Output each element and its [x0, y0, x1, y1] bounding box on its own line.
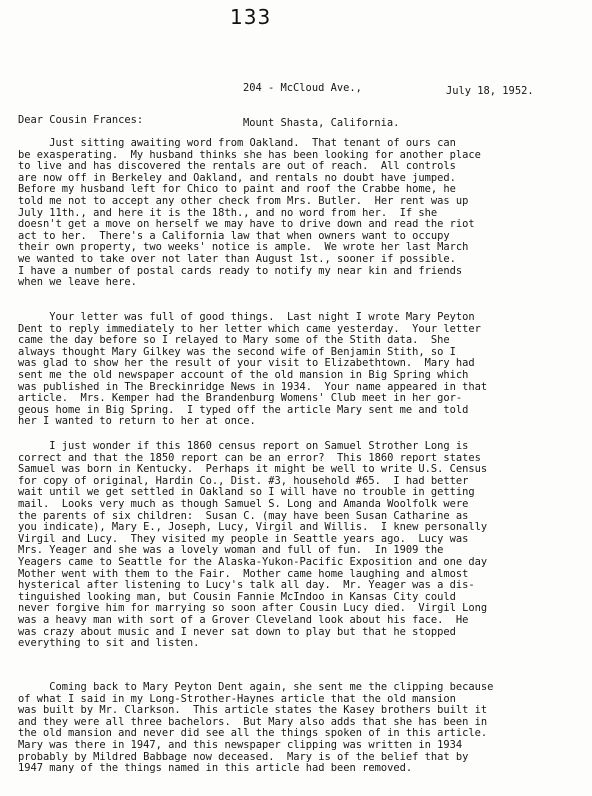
text-line: geous home in Big Spring. I typed off the article Mary sent me and told: [18, 403, 469, 416]
text-line: Samuel was born in Kentucky. Perhaps it might be well to write U.S. Census: [18, 463, 488, 476]
text-line: we wanted to take over not later than August 1st., sooner if possible.: [18, 252, 456, 265]
text-line: when we leave here.: [18, 276, 137, 289]
text-line: 1947 many of the things named in this article had been removed.: [18, 762, 413, 775]
text-line: Mrs. Yeager and she was a lovely woman and full of fun. In 1909 the: [18, 544, 444, 557]
text-line: the parents of six children: Susan C. (may have been Susan Catharine as: [18, 509, 469, 522]
text-line: of what I said in my Long-Strother-Haynes article that the old mansion: [18, 692, 456, 705]
text-line: sent me the old newspaper account of the old mansion in Big Spring which: [18, 368, 469, 381]
text-line: was built by Mr. Clarkson. This article states the Kasey brothers built it: [18, 704, 488, 717]
paragraph-2: [18, 312, 588, 428]
text-line: came the day before so I relayed to Mary some of the Stith data. She: [18, 334, 450, 347]
text-line: Just sitting awaiting word from Oakland. That tenant of ours can: [18, 137, 456, 149]
text-line: Mary was there in 1947, and this newspaper clipping was written in 1934: [18, 738, 463, 751]
paragraph-4: [18, 682, 588, 775]
text-line: correct and that the 1850 report can be an error? This 1860 report states: [18, 451, 481, 464]
text-line: probably by Mildred Babbage now deceased. Mary is of the belief that by: [18, 750, 469, 763]
page-number: 133: [230, 5, 272, 29]
text-line: Mother went with them to the Fair. Mother came home laughing and almost: [18, 567, 469, 580]
paragraph-3: [18, 441, 588, 650]
text-line: be exasperating. My husband thinks she has been looking for another place: [18, 148, 481, 161]
text-line: wait until we get settled in Oakland so I will have no trouble in getting: [18, 486, 475, 499]
text-line: doesn't get a move on herself we may have to drive down and read the riot: [18, 218, 475, 231]
text-line: Before my husband left for Chico to paint and roof the Crabbe home, he: [18, 183, 456, 196]
text-line: their own property, two weeks' notice is ample. We wrote her last March: [18, 241, 469, 254]
text-line: for copy of original, Hardin Co., Dist. #3, household #65. I had better: [18, 474, 469, 487]
text-line: was crazy about music and I never sat down to play but that he stopped: [18, 625, 456, 638]
text-line: Yeagers came to Seattle for the Alaska-Yukon-Pacific Exposition and one day: [18, 555, 488, 568]
text-line: always thought Mary Gilkey was the second wife of Benjamin Stith, so I: [18, 345, 456, 358]
address-street: 204 - McCloud Ave.,: [243, 82, 362, 95]
text-line: July 11th., and here it is the 18th., and no word from her. If she: [18, 206, 438, 219]
text-line: to live and has discovered the rentals are out of reach. All controls: [18, 160, 456, 173]
salutation: Dear Cousin Frances:: [18, 114, 144, 126]
text-line: was published in The Breckinridge News in 1934. Your name appeared in that: [18, 380, 488, 393]
text-line: was a heavy man with sort of a Grover Cleveland look about his face. He: [18, 613, 469, 626]
text-line: never forgive him for marrying so soon after Cousin Lucy died. Virgil Long: [18, 602, 488, 615]
text-line: Your letter was full of good things. Last night I wrote Mary Peyton: [18, 311, 475, 323]
text-line: act to her. There's a California law that when owners want to occupy: [18, 229, 450, 242]
text-line: the old mansion and never did see all the things spoken of in this article.: [18, 727, 488, 740]
text-line: are now off in Berkeley and Oakland, and rentals no doubt have jumped.: [18, 171, 456, 184]
paragraph-1: [18, 138, 588, 289]
text-line: article. Mrs. Kemper had the Brandenburg Womens' Club meet in her gor-: [18, 392, 463, 405]
address-city: Mount Shasta, California.: [243, 116, 400, 129]
text-line: everything to sit and listen.: [18, 637, 200, 650]
text-line: I have a number of postal cards ready to notify my near kin and friends: [18, 264, 463, 277]
text-line: Coming back to Mary Peyton Dent again, she sent me the clipping because: [18, 681, 494, 693]
text-line: her I wanted to return to her at once.: [18, 415, 256, 428]
letter-date: July 18, 1952.: [446, 85, 534, 97]
text-line: and they were all three bachelors. But Mary also adds that she has been in: [18, 715, 488, 728]
text-line: tinguished looking man, but Cousin Fannie McIndoo in Kansas City could: [18, 590, 456, 603]
text-line: Virgil and Lucy. They visited my people in Seattle years ago. Lucy was: [18, 532, 469, 545]
text-line: told me not to accept any other check from Mrs. Butler. Her rent was up: [18, 194, 469, 207]
text-line: mail. Looks very much as though Samuel S. Long and Amanda Woolfolk were: [18, 497, 469, 510]
text-line: you indicate), Mary E., Joseph, Lucy, Virgil and Willis. I knew personally: [18, 521, 488, 534]
text-line: was glad to show her the result of your visit to Elizabethtown. Mary had: [18, 357, 475, 370]
text-line: Dent to reply immediately to her letter which came yesterday. Your letter: [18, 322, 481, 335]
text-line: hysterical after listening to Lucy's talk all day. Mr. Yeager was a dis-: [18, 579, 475, 592]
text-line: I just wonder if this 1860 census report on Samuel Strother Long is: [18, 440, 469, 452]
